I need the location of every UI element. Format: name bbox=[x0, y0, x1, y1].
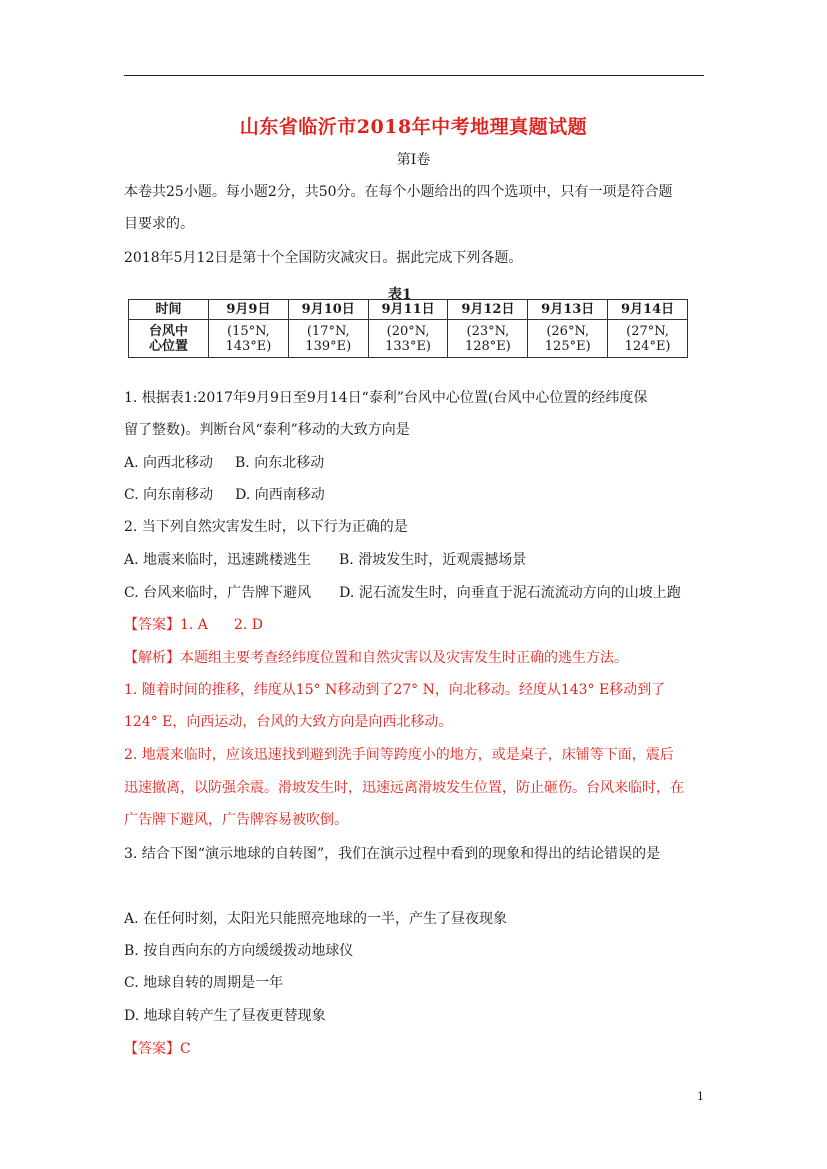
position-cell bbox=[209, 320, 289, 358]
answer-tag: 【答案】 bbox=[124, 617, 180, 633]
q2-option-d: D. 泥石流发生时，向垂直于泥石流流动方向的山坡上跑 bbox=[339, 585, 681, 601]
longitude: 139°E) bbox=[305, 338, 352, 354]
section-heading: 第Ⅰ卷 bbox=[396, 152, 431, 168]
position-cell bbox=[368, 320, 448, 358]
context-line: 2018年5月12日是第十个全国防灾减灾日。据此完成下列各题。 bbox=[124, 250, 523, 266]
analysis-line bbox=[124, 648, 628, 668]
position-cell bbox=[288, 320, 368, 358]
answer-line-1 bbox=[124, 615, 263, 635]
answer-tag: 【答案】 bbox=[124, 1041, 180, 1057]
longitude: 128°E) bbox=[464, 338, 511, 354]
header-cell: 时间 bbox=[129, 300, 209, 320]
analysis-p1-line-2: 124° E，向西运动，台风的大致方向是向西北移动。 bbox=[124, 714, 453, 730]
row-label-line: 台风中 bbox=[148, 323, 188, 339]
longitude: 133°E) bbox=[385, 338, 431, 354]
longitude: 143°E) bbox=[225, 338, 272, 354]
header-cell: 9月13日 bbox=[528, 300, 608, 320]
q1-stem-line-1: 1. 根据表1:2017年9月9日至9月14日“泰利”台风中心位置(台风中心位置的经纬度保 bbox=[124, 390, 648, 406]
latitude: (26°N, bbox=[546, 323, 590, 339]
q2-option-a: A. 地震来临时，迅速跳楼逃生 bbox=[124, 552, 312, 568]
answer-1: 1. A bbox=[180, 617, 208, 633]
q2-option-b: B. 滑坡发生时，近观震撼场景 bbox=[339, 552, 527, 568]
answer-3: C bbox=[180, 1041, 191, 1057]
analysis-p2-line-3: 广告牌下避风，广告牌容易被吹倒。 bbox=[124, 812, 348, 828]
table-header-row bbox=[129, 300, 688, 320]
q2-options-row-2 bbox=[124, 583, 681, 603]
intro-line-1: 本卷共25小题。每小题2分，共50分。在每个小题给出的四个选项中，只有一项是符合题 bbox=[124, 184, 673, 200]
q3-option-d: D. 地球自转产生了昼夜更替现象 bbox=[124, 1008, 326, 1024]
longitude: 125°E) bbox=[544, 338, 591, 354]
header-rule bbox=[124, 75, 704, 76]
header-cell: 9月14日 bbox=[608, 300, 688, 320]
q1-option-c: C. 向东南移动 bbox=[124, 487, 214, 503]
table-caption: 表1 bbox=[388, 287, 412, 303]
q3-stem: 3. 结合下图“演示地球的自转图”，我们在演示过程中看到的现象和得出的结论错误的是 bbox=[124, 846, 661, 862]
typhoon-table bbox=[128, 299, 688, 358]
analysis-p2-line-1: 2. 地震来临时，应该迅速找到避到洗手间等跨度小的地方，或是桌子，床铺等下面，震后 bbox=[124, 747, 674, 763]
analysis-p2-line-2: 迅速撤离，以防强余震。滑坡发生时，迅速远离滑坡发生位置，防止砸伤。台风来临时，在 bbox=[124, 780, 684, 796]
answer-2: 2. D bbox=[233, 617, 263, 633]
q2-stem: 2. 当下列自然灾害发生时，以下行为正确的是 bbox=[124, 519, 408, 535]
table-row bbox=[129, 320, 688, 358]
latitude: (20°N, bbox=[386, 323, 430, 339]
answer-line-3 bbox=[124, 1039, 191, 1059]
q1-stem-line-2: 留了整数)。判断台风“泰利”移动的大致方向是 bbox=[124, 422, 410, 438]
latitude: (27°N, bbox=[626, 323, 669, 339]
position-cell bbox=[528, 320, 608, 358]
q1-option-b: B. 向东北移动 bbox=[235, 455, 325, 471]
latitude: (17°N, bbox=[306, 323, 350, 339]
q1-options-row-2 bbox=[124, 485, 325, 505]
position-cell bbox=[608, 320, 688, 358]
analysis-tag: 【解析】 bbox=[124, 650, 180, 666]
header-cell: 9月10日 bbox=[288, 300, 368, 320]
q3-option-a: A. 在任何时刻，太阳光只能照亮地球的一半，产生了昼夜现象 bbox=[124, 911, 508, 927]
header-cell: 9月11日 bbox=[368, 300, 448, 320]
header-cell: 9月12日 bbox=[448, 300, 528, 320]
latitude: (15°N, bbox=[227, 323, 270, 339]
q2-option-c: C. 台风来临时，广告牌下避风 bbox=[124, 585, 312, 601]
q3-option-c: C. 地球自转的周期是一年 bbox=[124, 975, 284, 991]
q3-option-b: B. 按自西向东的方向缓缓拨动地球仪 bbox=[124, 943, 354, 959]
q1-option-a: A. 向西北移动 bbox=[124, 455, 214, 471]
row-label-line: 心位置 bbox=[148, 338, 188, 354]
document-title: 山东省临沂市2018年中考地理真题试题 bbox=[239, 116, 588, 138]
q1-options-row-1 bbox=[124, 453, 324, 473]
latitude: (23°N, bbox=[466, 323, 510, 339]
analysis-text: 本题组主要考查经纬度位置和自然灾害以及灾害发生时正确的逃生方法。 bbox=[180, 650, 628, 666]
q2-options-row-1 bbox=[124, 550, 526, 570]
q1-option-d: D. 向西南移动 bbox=[235, 487, 325, 503]
analysis-p1-line-1: 1. 随着时间的推移，纬度从15° N移动到了27° N，向北移动。经度从143° E移动到了 bbox=[124, 682, 666, 698]
position-cell bbox=[448, 320, 528, 358]
page-number: 1 bbox=[697, 1090, 704, 1103]
row-label-cell bbox=[129, 320, 209, 358]
longitude: 124°E) bbox=[624, 338, 671, 354]
header-cell: 9月9日 bbox=[209, 300, 289, 320]
intro-line-2: 目要求的。 bbox=[124, 216, 194, 232]
